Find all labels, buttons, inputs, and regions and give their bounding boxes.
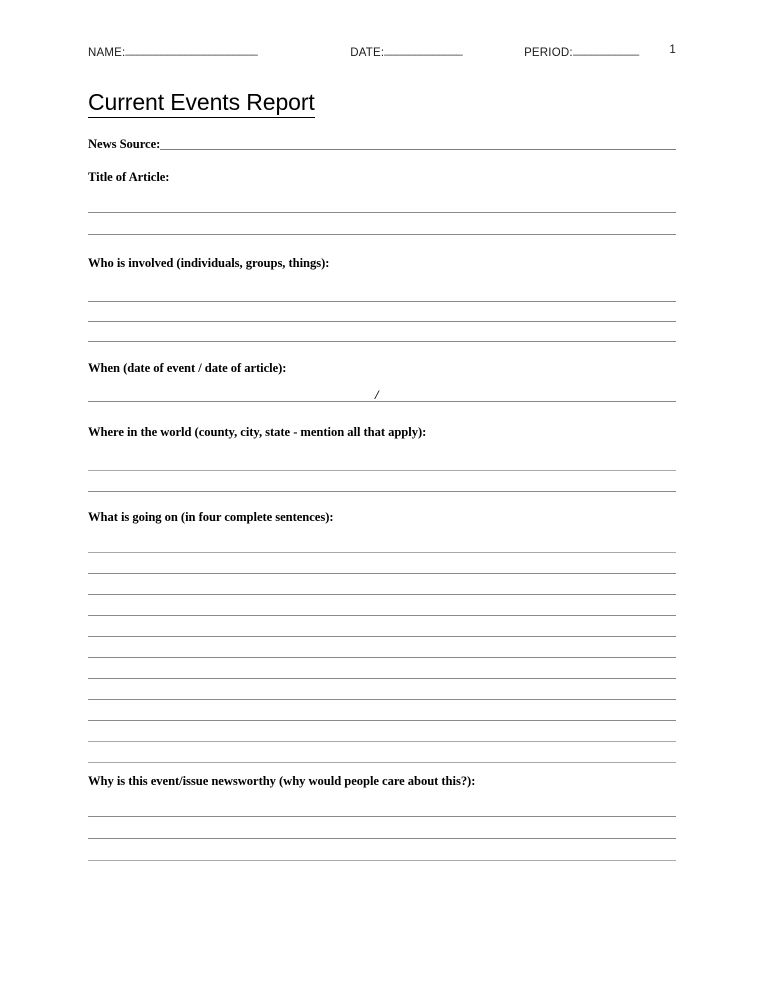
what-is-going-on-rule-2[interactable] — [88, 573, 676, 574]
why-newsworthy-rule-1[interactable] — [88, 816, 676, 817]
section-why-newsworthy — [88, 774, 676, 789]
what-is-going-on-rule-7[interactable] — [88, 678, 676, 679]
date-separator-slash: / — [375, 387, 379, 402]
date-label: DATE: — [350, 47, 385, 59]
what-is-going-on-rule-10[interactable] — [88, 741, 676, 742]
period-field[interactable] — [524, 44, 669, 59]
where-in-the-world-rule-1[interactable] — [88, 470, 676, 471]
title-of-article-rule-2[interactable] — [88, 234, 676, 235]
what-is-going-on-label: What is going on (in four complete sentences): — [88, 510, 334, 524]
name-blank[interactable]: ______________________ — [125, 44, 258, 56]
what-is-going-on-rule-6[interactable] — [88, 657, 676, 658]
period-label: PERIOD: — [524, 47, 573, 59]
date-field[interactable] — [350, 44, 509, 59]
news-source-row — [88, 137, 676, 152]
section-when — [88, 361, 676, 376]
page-number: 1 — [669, 44, 676, 56]
who-is-involved-rule-1[interactable] — [88, 301, 676, 302]
section-what-is-going-on — [88, 510, 676, 525]
page-title: Current Events Report — [88, 89, 315, 118]
student-info-header — [88, 44, 676, 62]
period-blank[interactable]: ___________ — [572, 44, 639, 56]
title-of-article-label: Title of Article: — [88, 170, 170, 184]
section-who-is-involved — [88, 256, 676, 271]
when-label: When (date of event / date of article): — [88, 361, 287, 375]
where-in-the-world-label: Where in the world (county, city, state - mention all that apply): — [88, 425, 427, 439]
news-source-label: News Source: — [88, 137, 161, 151]
section-title-of-article — [88, 170, 676, 185]
section-where-in-the-world — [88, 425, 676, 440]
why-newsworthy-rule-3[interactable] — [88, 860, 676, 861]
title-of-article-rule-1[interactable] — [88, 212, 676, 213]
date-blank[interactable]: _____________ — [384, 44, 463, 56]
name-field[interactable] — [88, 44, 335, 59]
what-is-going-on-rule-1[interactable] — [88, 552, 676, 553]
when-rule-1[interactable] — [88, 401, 676, 402]
what-is-going-on-rule-3[interactable] — [88, 594, 676, 595]
why-newsworthy-rule-2[interactable] — [88, 838, 676, 839]
news-source-answer-rule[interactable] — [160, 149, 676, 150]
who-is-involved-rule-3[interactable] — [88, 341, 676, 342]
what-is-going-on-rule-5[interactable] — [88, 636, 676, 637]
section-news-source — [88, 137, 676, 152]
what-is-going-on-rule-11[interactable] — [88, 762, 676, 763]
where-in-the-world-rule-2[interactable] — [88, 491, 676, 492]
what-is-going-on-rule-8[interactable] — [88, 699, 676, 700]
name-label: NAME: — [88, 47, 126, 59]
what-is-going-on-rule-4[interactable] — [88, 615, 676, 616]
why-newsworthy-label: Why is this event/issue newsworthy (why would people care about this?): — [88, 774, 476, 788]
who-is-involved-label: Who is involved (individuals, groups, things): — [88, 256, 330, 270]
what-is-going-on-rule-9[interactable] — [88, 720, 676, 721]
who-is-involved-rule-2[interactable] — [88, 321, 676, 322]
